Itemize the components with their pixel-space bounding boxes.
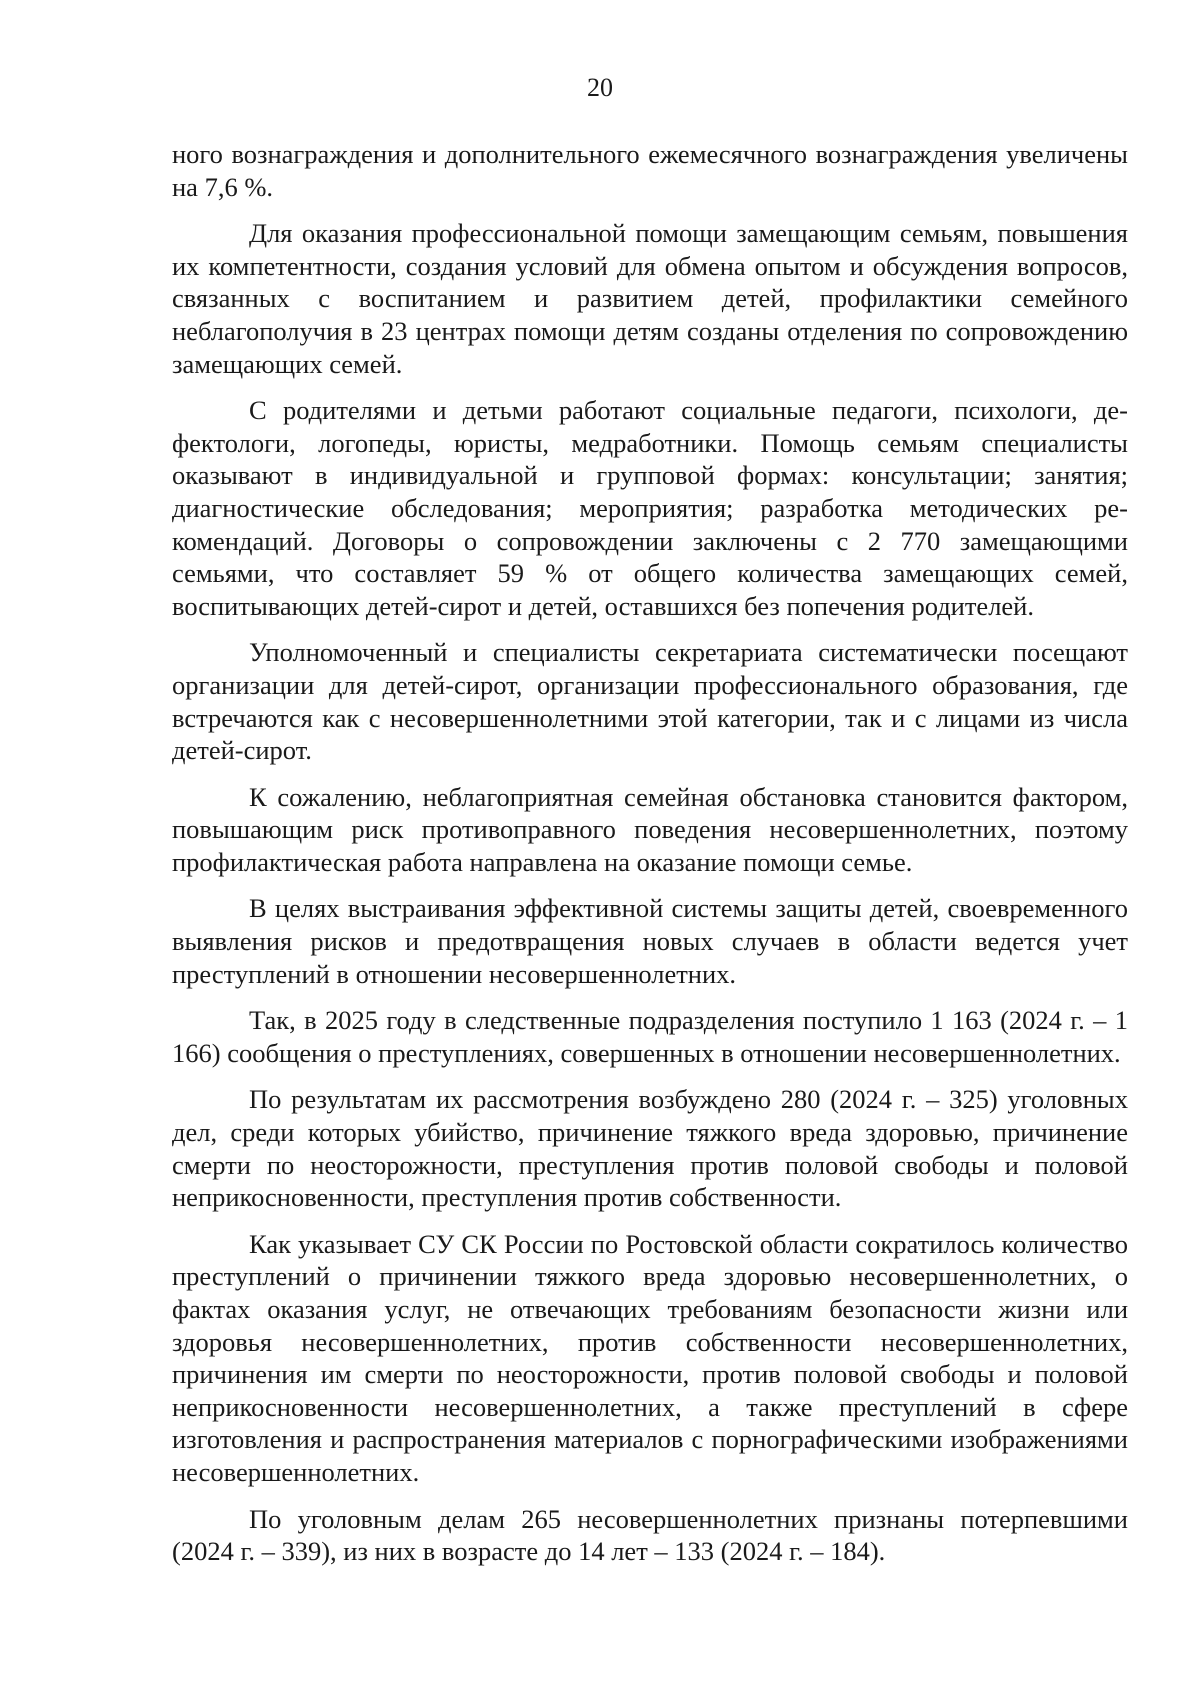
paragraph-5: К сожалению, неблагоприятная семейная обстановка становится фактором, повышающим риск противоправного поведения несовершеннолетних, поэтому профилактическая работа направлена на оказание помощи семье. xyxy=(172,781,1128,877)
paragraph-1: ного вознаграждения и дополнительного ежемесячного вознаграждения увеличены на 7,6 %. xyxy=(172,139,1128,202)
paragraph-9: Как указывает СУ СК России по Ростовской области сократилось количество преступлений о причинении тяжкого вреда здоровью несовершеннолетних, о фактах оказания услуг, не отвечающих требованиям безопасности жизни или здоровья несовершеннолетних, против собственности несовершеннолетних, причинения им смерти по неосторожности, против половой свободы и половой неприкосновенности несовершеннолетних, а также преступлений в сфере изготовления и распространения материалов с порнографическими изображениями несовершеннолетних. xyxy=(172,1228,1128,1487)
paragraph-10: По уголовным делам 265 несовершеннолетних признаны потерпевшими (2024 г. – 339), из них в возрасте до 14 лет – 133 (2024 г. – 184). xyxy=(172,1503,1128,1567)
paragraph-3: С родителями и детьми работают социальные педагоги, психологи, дефектологи, логопеды, юристы, медработники. Помощь семьям специалисты оказывают в индивидуальной и групповой формах: консультации; занятия; диагностические обследования; мероприятия; разработка методических рекомендаций. Договоры о сопровождении заключены с 2 770 замещающими семьями, что составляет 59 % от общего количества замещающих семей, воспитывающих детей-сирот и детей, оставшихся без попечения родителей. xyxy=(172,395,1128,621)
page-number: 20 xyxy=(587,73,613,102)
document-body xyxy=(172,138,1128,1582)
paragraph-6: В целях выстраивания эффективной системы защиты детей, своевременного выявления рисков и предотвращения новых случаев в области ведется учет преступлений в отношении несовершеннолетних. xyxy=(172,893,1128,989)
paragraph-2: Для оказания профессиональной помощи замещающим семьям, повышения их компетентности, создания условий для обмена опытом и обсуждения вопросов, связанных с воспитанием и развитием детей, профилактики семейного неблагополучия в 23 центрах помощи детям созданы отделения по сопровождению замещающих семей. xyxy=(172,218,1128,379)
paragraph-4: Уполномоченный и специалисты секретариата систематически посещают организации для детей-сирот, организации профессионального образования, где встречаются как с несовершеннолетними этой категории, так и с лицами из числа детей-сирот. xyxy=(172,637,1128,766)
paragraph-8: По результатам их рассмотрения возбуждено 280 (2024 г. – 325) уголовных дел, среди которых убийство, причинение тяжкого вреда здоровью, причинение смерти по неосторожности, преступления против половой свободы и половой неприкосновенности, преступления против собственности. xyxy=(172,1084,1128,1213)
paragraph-7: Так, в 2025 году в следственные подразделения поступило 1 163 (2024 г. – 1 166) сообщения о преступлениях, совершенных в отношении несовершеннолетних. xyxy=(172,1005,1128,1068)
